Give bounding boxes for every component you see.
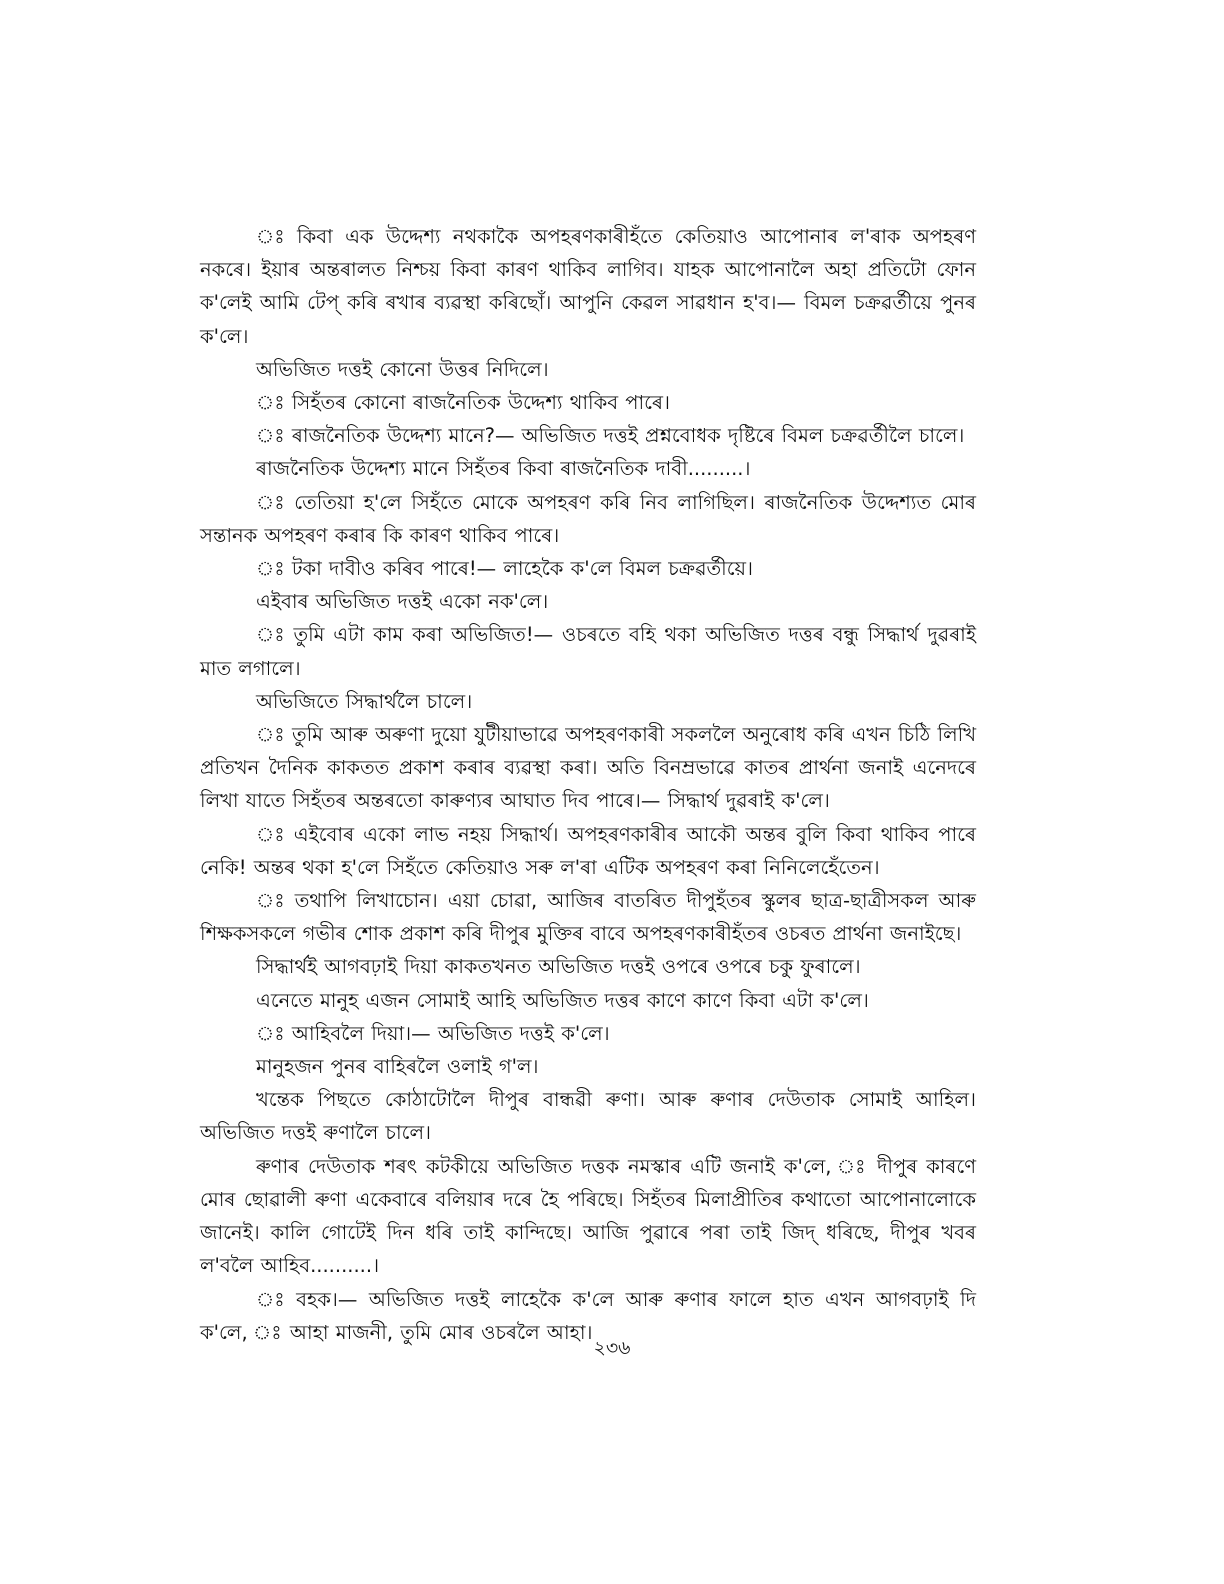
paragraph-10: অভিজিতে সিদ্ধাৰ্থলৈ চালে।	[256, 689, 473, 713]
paragraph-1: ঃ কিবা এক উদ্দেশ্য নথকাকৈ অপহৰণকাৰীহঁতে কেতিয়াও আপোনাৰ ল'ৰাক অপহৰণ নকৰে। ইয়াৰ অন্তৰালত নিশ্চয় কিবা কাৰণ থাকিব লাগিব। যাহক আপোনালৈ অহা প্ৰতিটো ফোন ক'লেই আমি টেপ্ কৰি ৰখাৰ ব্যৱস্থা কৰিছোঁ। আপুনি কেৱল সাৱধান হ'ব।— বিমল চক্ৰৱৰ্তীয়ে পুনৰ ক'লে।	[200, 225, 976, 348]
paragraph-7: ঃ টকা দাবীও কৰিব পাৰে!— লাহেকৈ ক'লে বিমল চক্ৰৱৰ্তীয়ে।	[256, 557, 754, 581]
paragraph-14: সিদ্ধাৰ্থই আগবঢ়াই দিয়া কাকতখনত অভিজিত দত্তই ওপৰে ওপৰে চকু ফুৰালে।	[256, 955, 861, 979]
paragraph-15: এনেতে মানুহ এজন সোমাই আহি অভিজিত দত্তৰ কাণে কাণে কিবা এটা ক'লে।	[256, 988, 869, 1012]
paragraph-11: ঃ তুমি আৰু অৰুণা দুয়ো যুটীয়াভাৱে অপহৰণকাৰী সকললৈ অনুৰোধ কৰি এখন চিঠি লিখি প্ৰতিখন দৈনিক কাকতত প্ৰকাশ কৰাৰ ব্যৱস্থা কৰা। অতি বিনম্ৰভাৱে কাতৰ প্ৰাৰ্থনা জনাই এনেদৰে লিখা যাতে সিহঁতৰ অন্তৰতো কাৰুণ্যৰ আঘাত দিব পাৰে।— সিদ্ধাৰ্থ দুৱৰাই ক'লে।	[200, 723, 976, 813]
paragraph-19: ৰুণাৰ দেউতাক শৰৎ কটকীয়ে অভিজিত দত্তক নমস্কাৰ এটি জনাই ক'লে, ঃ দীপুৰ কাৰণে মোৰ ছোৱালী ৰুণা একেবাৰে বলিয়াৰ দৰে হৈ পৰিছে। সিহঁতৰ মিলাপ্ৰীতিৰ কথাতো আপোনালোকে জানেই। কালি গোটেই দিন ধৰি তাই কান্দিছে। আজি পুৱাৰে পৰা তাই জিদ্ ধৰিছে, দীপুৰ খবৰ ল'বলৈ আহিব..........।	[200, 1154, 976, 1278]
paragraph-18: খন্তেক পিছতে কোঠাটোলৈ দীপুৰ বান্ধৱী ৰুণা। আৰু ৰুণাৰ দেউতাক সোমাই আহিল। অভিজিত দত্তই ৰুণালৈ চালে।	[200, 1088, 976, 1145]
page-body	[200, 220, 976, 1349]
paragraph-16: ঃ আহিবলৈ দিয়া।— অভিজিত দত্তই ক'লে।	[256, 1021, 610, 1045]
paragraph-5: ৰাজনৈতিক উদ্দেশ্য মানে সিহঁতৰ কিবা ৰাজনৈতিক দাবী.........।	[256, 457, 751, 481]
paragraph-8: এইবাৰ অভিজিত দত্তই একো নক'লে।	[256, 590, 549, 614]
paragraph-17: মানুহজন পুনৰ বাহিৰলৈ ওলাই গ'ল।	[256, 1055, 539, 1079]
paragraph-20: ঃ বহক।— অভিজিত দত্তই লাহেকৈ ক'লে আৰু ৰুণাৰ ফালে হাত এখন আগবঢ়াই দি ক'লে, ঃ আহা মাজনী, তুমি মোৰ ওচৰলৈ আহা।	[200, 1287, 976, 1344]
page-number: ২৩৬	[593, 1337, 631, 1359]
paragraph-2: অভিজিত দত্তই কোনো উত্তৰ নিদিলে।	[256, 357, 549, 381]
paragraph-6: ঃ তেতিয়া হ'লে সিহঁতে মোকে অপহৰণ কৰি নিব লাগিছিল। ৰাজনৈতিক উদ্দেশ্যত মোৰ সন্তানক অপহৰণ কৰাৰ কি কাৰণ থাকিব পাৰে।	[200, 490, 976, 547]
paragraph-4: ঃ ৰাজনৈতিক উদ্দেশ্য মানে?— অভিজিত দত্তই প্ৰশ্নবোধক দৃষ্টিৰে বিমল চক্ৰৱৰ্তীলৈ চালে।	[256, 424, 965, 448]
paragraph-9: ঃ তুমি এটা কাম কৰা অভিজিত!— ওচৰতে বহি থকা অভিজিত দত্তৰ বন্ধু সিদ্ধাৰ্থ দুৱৰাই মাত লগালে।	[200, 623, 976, 680]
paragraph-3: ঃ সিহঁতৰ কোনো ৰাজনৈতিক উদ্দেশ্য থাকিব পাৰে।	[256, 391, 670, 415]
paragraph-12: ঃ এইবোৰ একো লাভ নহয় সিদ্ধাৰ্থ। অপহৰণকাৰীৰ আকৌ অন্তৰ বুলি কিবা থাকিব পাৰে নেকি! অন্তৰ থকা হ'লে সিহঁতে কেতিয়াও সৰু ল'ৰা এটিক অপহৰণ কৰা নিনিলেহেঁতেন।	[200, 822, 976, 879]
paragraph-13: ঃ তথাপি লিখাচোন। এয়া চোৱা, আজিৰ বাতৰিত দীপুহঁতৰ স্কুলৰ ছাত্ৰ-ছাত্ৰীসকল আৰু শিক্ষকসকলে গভীৰ শোক প্ৰকাশ কৰি দীপুৰ মুক্তিৰ বাবে অপহৰণকাৰীহঁতৰ ওচৰত প্ৰাৰ্থনা জনাইছে।	[200, 889, 976, 946]
